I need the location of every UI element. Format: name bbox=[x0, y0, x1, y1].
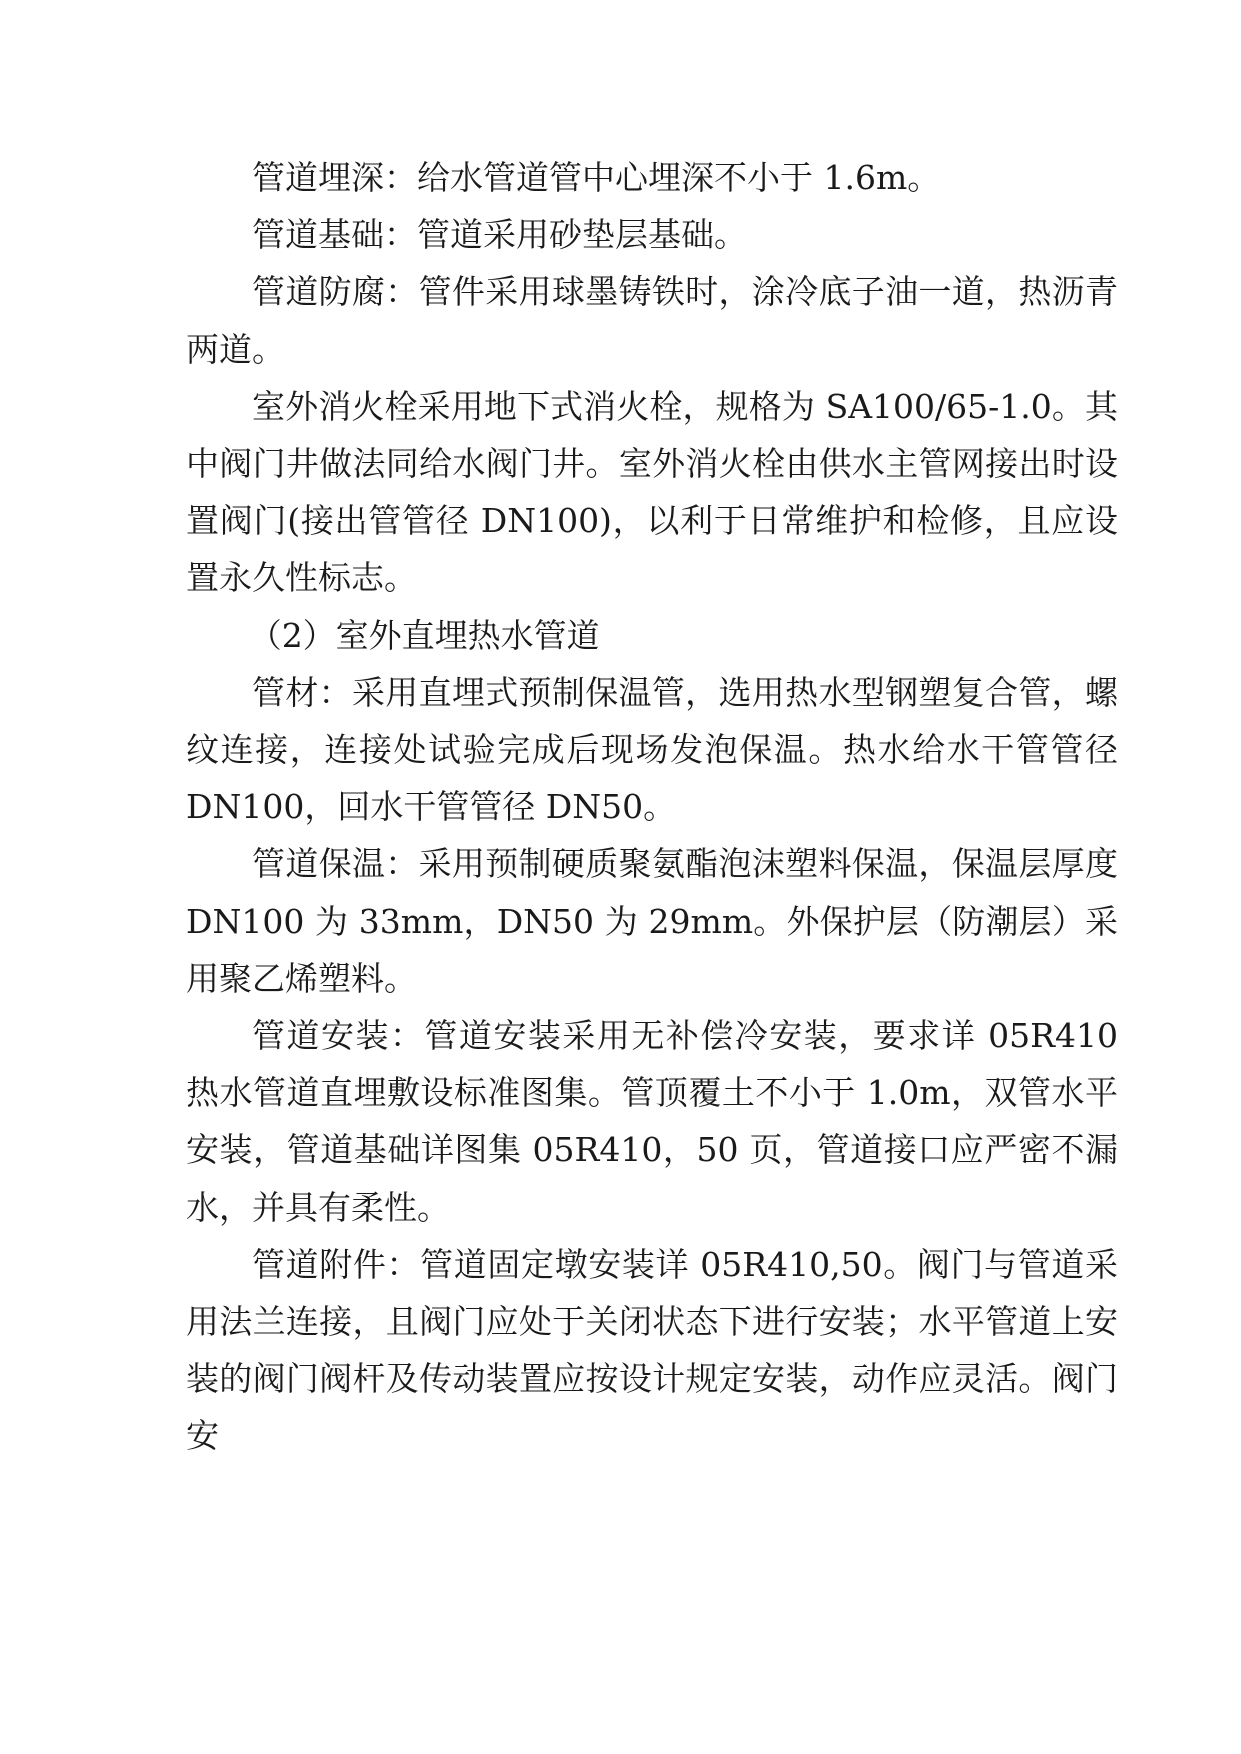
section-heading-hot-water-pipe: （2）室外直埋热水管道 bbox=[248, 615, 600, 655]
paragraph-pipe-installation: 管道安装：管道安装采用无补偿冷安装，要求详 05R410 热水管道直埋敷设标准图集。管顶覆土不小于 1.0m，双管水平安装，管道基础详图集 05R410，50 页，管道接口应严密不漏水，并具有柔性。 bbox=[186, 1016, 1118, 1227]
paragraph-pipe-material: 管材：采用直埋式预制保温管，选用热水型钢塑复合管，螺纹连接，连接处试验完成后现场发泡保温。热水给水干管管径 DN100，回水干管管径 DN50。 bbox=[186, 672, 1118, 827]
paragraph-pipe-foundation: 管道基础：管道采用砂垫层基础。 bbox=[252, 215, 747, 255]
paragraph-pipe-anticorrosion: 管道防腐：管件采用球墨铸铁时，涂冷底子油一道，热沥青两道。 bbox=[186, 272, 1118, 369]
paragraph-fire-hydrant: 室外消火栓采用地下式消火栓，规格为 SA100/65-1.0。其中阀门井做法同给水阀门井。室外消火栓由供水主管网接出时设置阀门(接出管管径 DN100)，以利于日常维护和检修，且应设置永久性标志。 bbox=[186, 386, 1118, 598]
paragraph-pipe-depth: 管道埋深：给水管道管中心埋深不小于 1.6m。 bbox=[252, 158, 941, 197]
document-body bbox=[186, 149, 1118, 1465]
paragraph-pipe-accessories: 管道附件：管道固定墩安装详 05R410,50。阀门与管道采用法兰连接，且阀门应处于关闭状态下进行安装；水平管道上安装的阀门阀杆及传动装置应按设计规定安装，动作应灵活。阀门安 bbox=[186, 1244, 1118, 1456]
paragraph-pipe-insulation: 管道保温：采用预制硬质聚氨酯泡沫塑料保温，保温层厚度 DN100 为 33mm，DN50 为 29mm。外保护层（防潮层）采用聚乙烯塑料。 bbox=[186, 844, 1118, 998]
